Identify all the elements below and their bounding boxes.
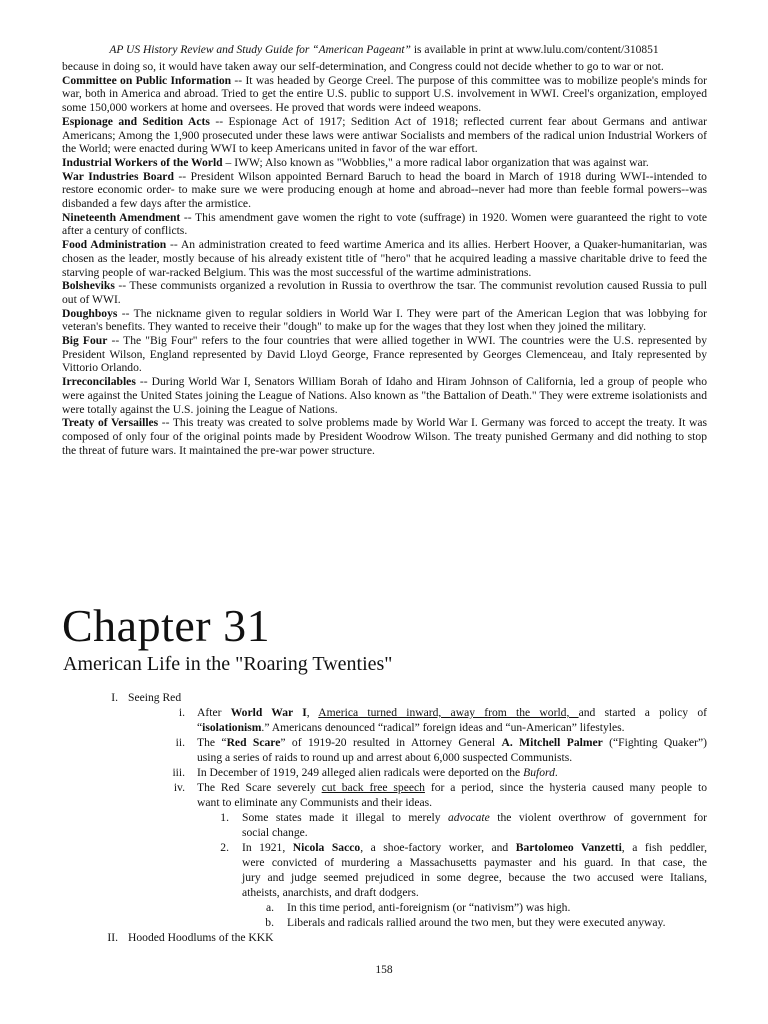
outline-heading: Hooded Hoodlums of the KKK bbox=[128, 931, 274, 944]
glossary-term: Nineteenth Amendment bbox=[62, 210, 181, 224]
outline-item-text: In December of 1919, 249 alleged alien radicals were deported on the Buford. bbox=[197, 766, 558, 779]
glossary-term: Industrial Workers of the World bbox=[62, 155, 223, 169]
outline-number: I. bbox=[111, 691, 118, 704]
outline-item-text: “isolationism.” Americans denounced “radical” foreign ideas and “un-American” lifestyles. bbox=[197, 721, 625, 734]
outline-number: 1. bbox=[220, 811, 229, 824]
page-number: 158 bbox=[375, 964, 393, 976]
glossary-term: Irreconcilables bbox=[62, 375, 136, 389]
outline-number: II. bbox=[107, 931, 118, 944]
glossary-definition: -- The nickname given to regular soldiers in World War I. They were part of the American Legion that was lobbying for veteran's benefits. They wanted to receive their "dough" to make up for the wages that they lost when they joined the military. bbox=[62, 306, 707, 334]
glossary-definition: -- The "Big Four" refers to the four countries that were allied together in WWI. The countries were the U.S. represented by President Wilson, England represented by David Lloyd George, France represented by Georges Clemenceau, and Italy represented by Vittorio Orlando. bbox=[62, 334, 707, 375]
glossary-definition: -- President Wilson appointed Bernard Baruch to head the board in March of 1918 during WWI--intended to restore economic order- to make sure we were producing enough at home and abroad--never had more than feeble formal powers--was disbanded a few days after the armistice. bbox=[62, 169, 707, 211]
outline-item-text: Liberals and radicals rallied around the two men, but they were executed anyway. bbox=[287, 916, 666, 929]
outline-item-text: After World War I, America turned inward, away from the world, and started a policy of bbox=[197, 706, 707, 719]
glossary-term: Doughboys bbox=[62, 306, 118, 320]
outline-number: iii. bbox=[172, 766, 185, 779]
glossary-term: Bolsheviks bbox=[62, 279, 115, 293]
glossary-definition: – IWW; Also known as "Wobblies," a more radical labor organization that was against war. bbox=[222, 155, 649, 169]
outline-number: 2. bbox=[220, 841, 229, 854]
glossary-term: Treaty of Versailles bbox=[62, 416, 159, 430]
outline-number: i. bbox=[178, 706, 185, 719]
glossary-definition: -- During World War I, Senators William Borah of Idaho and Hiram Johnson of California, led a group of people who were against the United States joining the League of Nations. Also known as "the Battalion of Death." They were extreme isolationists and were totally against the U.S. joining the League of Nations. bbox=[62, 375, 707, 416]
outline-item-text: In 1921, Nicola Sacco, a shoe-factory worker, and Bartolomeo Vanzetti, a fish peddler, bbox=[242, 841, 707, 854]
outline-item-text: In this time period, anti-foreignism (or “nativism”) was high. bbox=[287, 901, 571, 914]
header-availability: is available in print at www.lulu.com/content/310851 bbox=[410, 44, 659, 56]
outline-number: ii. bbox=[175, 736, 185, 749]
glossary-term: Committee on Public Information bbox=[62, 73, 232, 87]
outline-item-text: jury and judge seemed prejudiced in some degree, because the two accused were Italians, bbox=[242, 871, 707, 884]
outline-item-text: were convicted of murdering a Massachusetts paymaster and his guard. In that case, the bbox=[242, 856, 707, 869]
glossary-definition: -- This treaty was created to solve problems made by World War I. Germany was forced to accept the treaty. It was composed of only four of the original points made by President Woodrow Wilson. The treaty punished Germany and did nothing to stop the threat of future wars. It maintained the pre-war power structure. bbox=[62, 416, 707, 457]
header-book-title: AP US History Review and Study Guide for “American Pageant” bbox=[109, 44, 411, 56]
outline-item-text: social change. bbox=[242, 826, 308, 839]
glossary-definition: -- Espionage Act of 1917; Sedition Act of 1918; reflected current fear about Germans and antiwar Americans; Among the 1,900 prosecuted under these laws were antiwar Socialists and members of the radical union Industrial Workers of the World; were enacted during WWI to keep Americans united in favor of the war effort. bbox=[62, 114, 707, 156]
outline-number: b. bbox=[265, 916, 274, 929]
glossary-term: Food Administration bbox=[62, 238, 167, 252]
outline-item-text: using a series of raids to round up and arrest about 6,000 suspected Communists. bbox=[197, 751, 573, 764]
glossary-intro: because in doing so, it would have taken away our self-determination, and Congress could not decide whether to go to war or not. bbox=[62, 60, 664, 73]
outline-item-text: Some states made it illegal to merely advocate the violent overthrow of government for bbox=[242, 811, 707, 824]
glossary-definition: -- This amendment gave women the right to vote (suffrage) in 1920. Women were guaranteed the right to vote after a century of conflicts. bbox=[62, 210, 707, 238]
glossary-term: War Industries Board bbox=[62, 169, 174, 183]
outline-number: a. bbox=[265, 901, 274, 914]
glossary-definition: -- These communists organized a revolution in Russia to overthrow the tsar. The communist revolution caused Russia to pull out of WWI. bbox=[62, 279, 707, 306]
outline-heading: Seeing Red bbox=[128, 691, 182, 704]
outline-item-text: The Red Scare severely cut back free speech for a period, since the hysteria caused many people to bbox=[197, 781, 707, 794]
chapter-subtitle: American Life in the "Roaring Twenties" bbox=[63, 653, 393, 675]
glossary-term: Espionage and Sedition Acts bbox=[62, 114, 210, 128]
outline-item-text: The “Red Scare” of 1919-20 resulted in Attorney General A. Mitchell Palmer (“Fighting Quaker”) bbox=[197, 736, 707, 749]
outline-item-text: want to eliminate any Communists and their ideas. bbox=[197, 796, 433, 809]
glossary-term: Big Four bbox=[62, 334, 108, 348]
outline-number: iv. bbox=[173, 781, 185, 794]
chapter-title: Chapter 31 bbox=[62, 600, 271, 651]
outline-item-text: atheists, anarchists, and draft dodgers. bbox=[242, 886, 419, 899]
glossary-definition: -- An administration created to feed wartime America and its allies. Herbert Hoover, a Quaker-humanitarian, was chosen as the leader, mostly because of his already existent title of "hero" that he acquired leading a massive charitable drive to feed the starving people of war-racked Belgium. This was the most successful of the wartime administrations. bbox=[62, 238, 707, 279]
glossary-definition: -- It was headed by George Creel. The purpose of this committee was to mobilize people's minds for war, both in America and abroad. Tried to get the entire U.S. public to support U.S. involvement in WWI. Creel's organization, employed some 150,000 workers at home and oversees. He proved that words were indeed weapons. bbox=[62, 73, 707, 115]
